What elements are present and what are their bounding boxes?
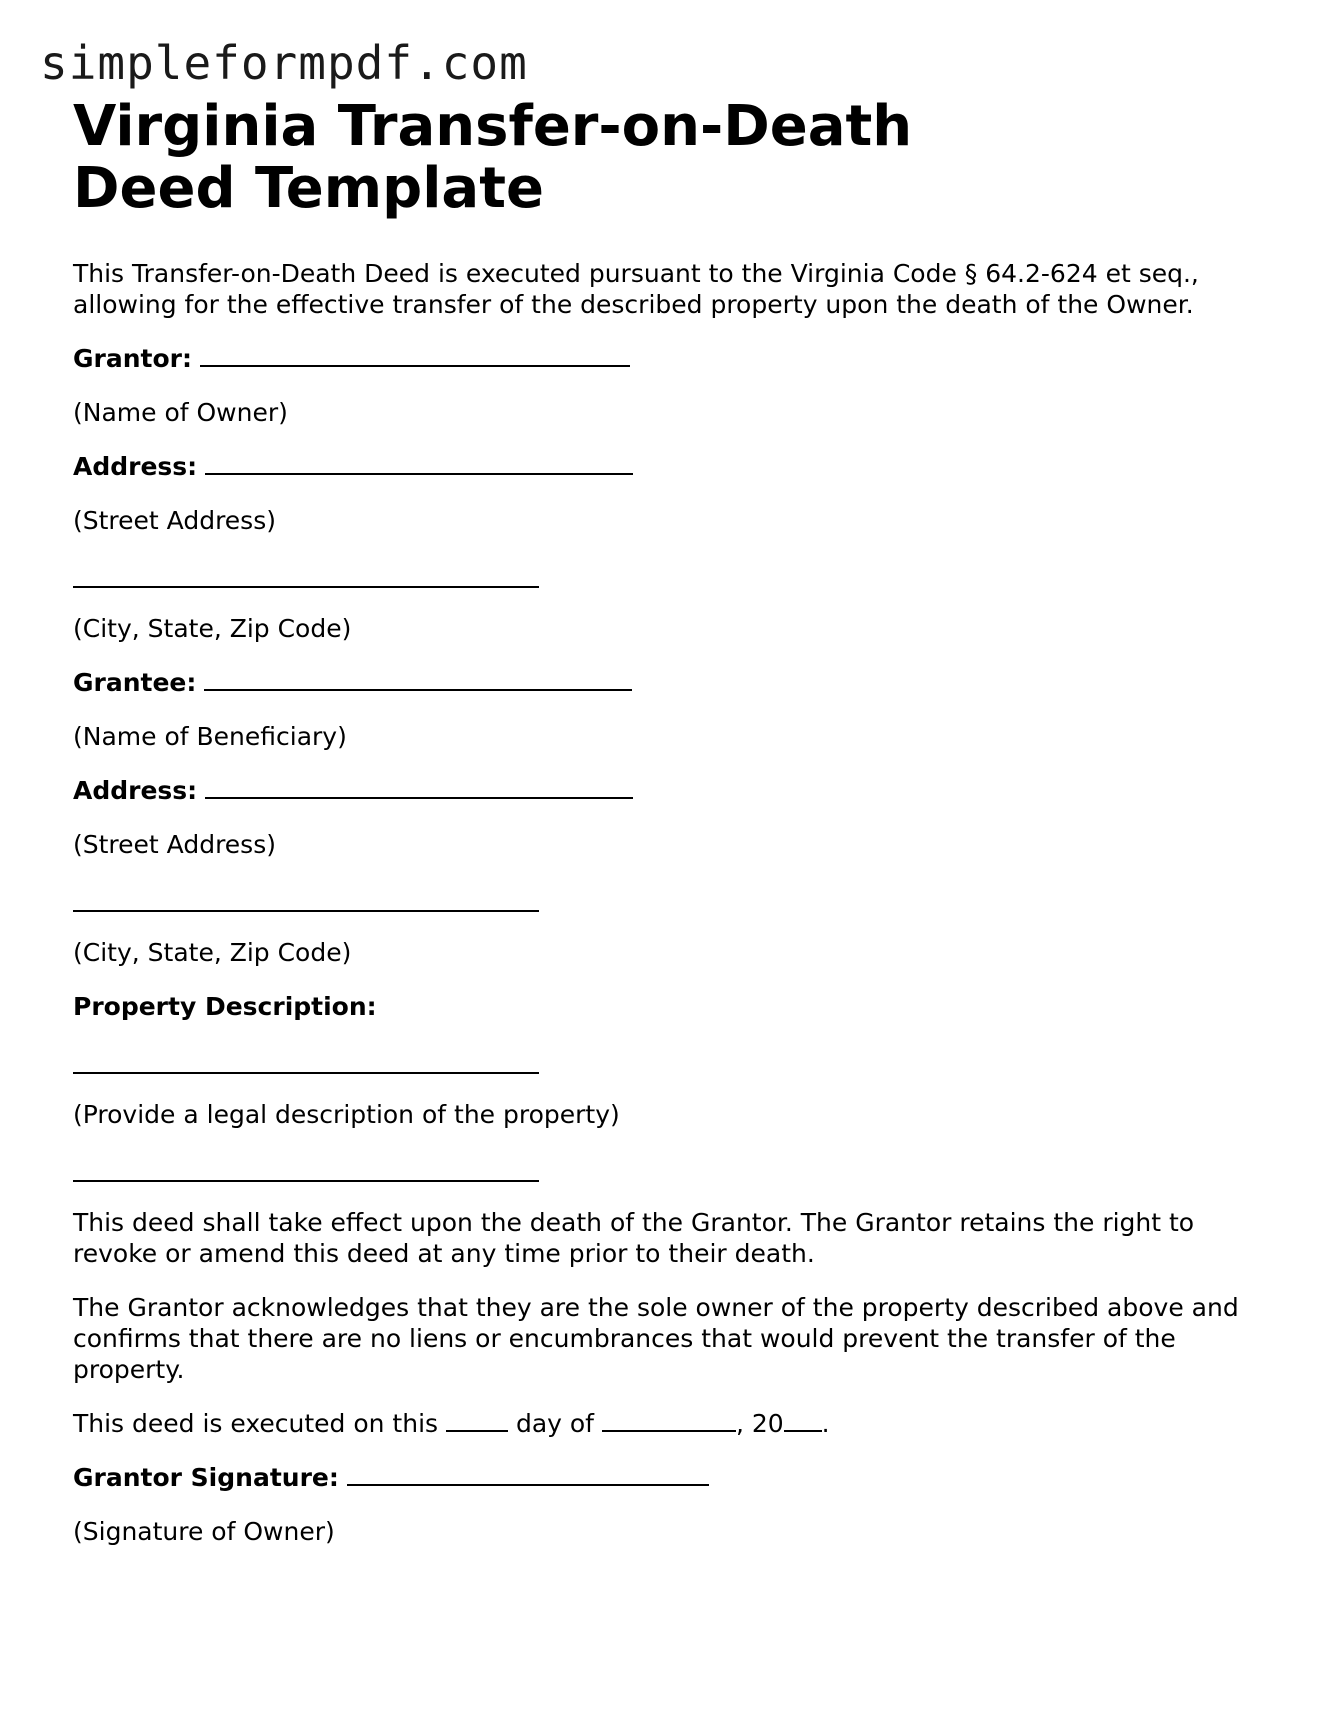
- effect-paragraph: This deed shall take effect upon the death of the Grantor. The Grantor retains the right to revoke or amend this deed at any time prior to their death.: [73, 1208, 1195, 1268]
- property-description-field-2[interactable]: [73, 1179, 539, 1182]
- grantor-city-row: [73, 559, 1253, 590]
- grantee-city-row: [73, 883, 1253, 914]
- grantor-city-hint: (City, State, Zip Code): [73, 614, 352, 643]
- signature-field[interactable]: [347, 1462, 709, 1486]
- execution-month-field[interactable]: [602, 1408, 736, 1432]
- signature-hint: (Signature of Owner): [73, 1517, 335, 1546]
- execution-day-field[interactable]: [446, 1408, 508, 1432]
- acknowledgement-paragraph: The Grantor acknowledges that they are the sole owner of the property described above and confirms that there are no liens or encumbrances that would prevent the transfer of the property.: [73, 1293, 1239, 1384]
- grantee-name-field[interactable]: [204, 667, 632, 691]
- grantee-address-row: [73, 775, 1253, 806]
- watermark: simpleformpdf.com: [40, 36, 528, 90]
- execution-suffix: .: [821, 1409, 830, 1438]
- grantor-address-row: [73, 451, 1253, 482]
- grantee-city-hint: (City, State, Zip Code): [73, 938, 352, 967]
- grantor-label: Grantor:: [73, 344, 192, 373]
- property-description-field-1[interactable]: [73, 1071, 539, 1074]
- grantor-address-label: Address:: [73, 452, 198, 481]
- grantor-street-hint: (Street Address): [73, 506, 276, 535]
- grantor-name-field[interactable]: [200, 343, 630, 367]
- grantor-city-field[interactable]: [73, 585, 539, 588]
- grantor-row: [73, 343, 1253, 374]
- property-line-1-row: [73, 1045, 1253, 1076]
- execution-date-row: [73, 1408, 1253, 1439]
- grantee-name-hint: (Name of Beneficiary): [73, 722, 347, 751]
- grantor-name-hint: (Name of Owner): [73, 398, 288, 427]
- property-description-hint: (Provide a legal description of the property): [73, 1100, 620, 1129]
- execution-prefix: This deed is executed on this: [73, 1409, 439, 1438]
- signature-row: [73, 1462, 1253, 1493]
- intro-paragraph: This Transfer-on-Death Deed is executed pursuant to the Virginia Code § 64.2-624 et seq., allowing for the effective transfer of the described property upon the death of the Owner.: [73, 259, 1199, 319]
- grantor-street-field[interactable]: [205, 451, 633, 475]
- property-description-label: Property Description:: [73, 992, 377, 1021]
- page-title: Virginia Transfer-on-Death Deed Template: [73, 94, 913, 221]
- grantee-address-label: Address:: [73, 776, 198, 805]
- grantee-row: [73, 667, 1253, 698]
- grantee-street-field[interactable]: [205, 775, 633, 799]
- signature-label: Grantor Signature:: [73, 1463, 339, 1492]
- property-line-2-row: [73, 1153, 1253, 1184]
- grantee-label: Grantee:: [73, 668, 197, 697]
- grantee-city-field[interactable]: [73, 909, 539, 912]
- grantee-street-hint: (Street Address): [73, 830, 276, 859]
- execution-day-of: day of: [515, 1409, 594, 1438]
- execution-year-field[interactable]: [784, 1408, 822, 1432]
- deed-document: [73, 96, 1253, 1547]
- execution-year-prefix: , 20: [735, 1409, 784, 1438]
